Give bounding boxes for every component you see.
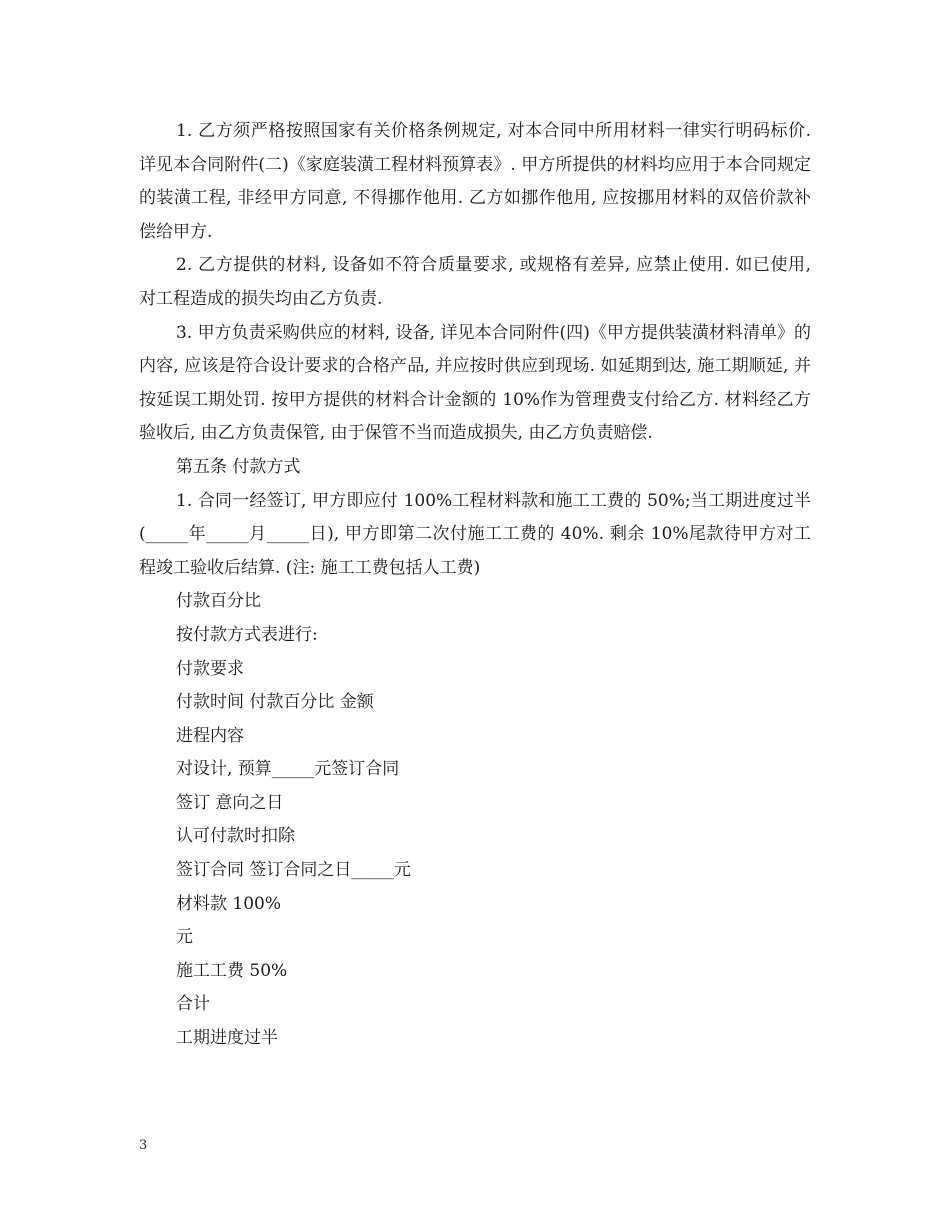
text-line: 元 (176, 927, 193, 948)
text-line: 材料款 100% (176, 893, 282, 914)
document-body (139, 115, 811, 1056)
text-line: 对设计, 预算_____元签订合同 (176, 759, 400, 780)
text-line: 签订 意向之日 (176, 792, 284, 813)
text-line: 付款百分比 (176, 591, 261, 612)
text-line: 按付款方式表进行: (176, 624, 318, 645)
text-line: 施工工费 50% (176, 960, 288, 981)
text-line: 付款要求 (176, 658, 244, 679)
clause-material-pricing: 1. 乙方须严格按照国家有关价格条例规定, 对本合同中所用材料一律实行明码标价. 详见本合同附件(二)《家庭装潢工程材料预算表》. 甲方所提供的材料均应用于本合同规定的装潢工程, 非经甲方同意, 不得挪作他用. 乙方如挪作他用, 应按挪用材料的双倍价款补偿给甲方. (139, 121, 811, 242)
text-line: 工期进度过半 (176, 1028, 278, 1049)
article-heading-payment: 第五条 付款方式 (176, 456, 301, 477)
clause-client-supplied-materials: 3. 甲方负责采购供应的材料, 设备, 详见本合同附件(四)《甲方提供装潢材料清单》的内容, 应该是符合设计要求的合格产品, 并应按时供应到现场. 如延期到达, 施工期顺延, 并按延误工期处罚. 按甲方提供的材料合计金额的 10%作为管理费支付给乙方. 材料经乙方验收后, 由乙方负责保管, 由于保管不当而造成损失, 由乙方负责赔偿. (139, 322, 811, 444)
text-line: 进程内容 (176, 725, 244, 746)
text-line: 付款时间 付款百分比 金额 (176, 692, 374, 713)
text-line: 签订合同 签订合同之日_____元 (176, 860, 411, 881)
text-line: 合计 (176, 994, 210, 1015)
clause-material-quality: 2. 乙方提供的材料, 设备如不符合质量要求, 或规格有差异, 应禁止使用. 如已使用, 对工程造成的损失均由乙方负责. (139, 255, 811, 309)
page-number: 3 (139, 1138, 148, 1153)
clause-payment-schedule: 1. 合同一经签订, 甲方即应付 100%工程材料款和施工工费的 50%;当工期进度过半(_____年_____月_____日), 甲方即第二次付施工工费的 40%. 剩余 10%尾款待甲方对工程竣工验收后结算. (注: 施工工费包括人工费) (139, 490, 811, 578)
text-line: 认可付款时扣除 (176, 826, 295, 847)
